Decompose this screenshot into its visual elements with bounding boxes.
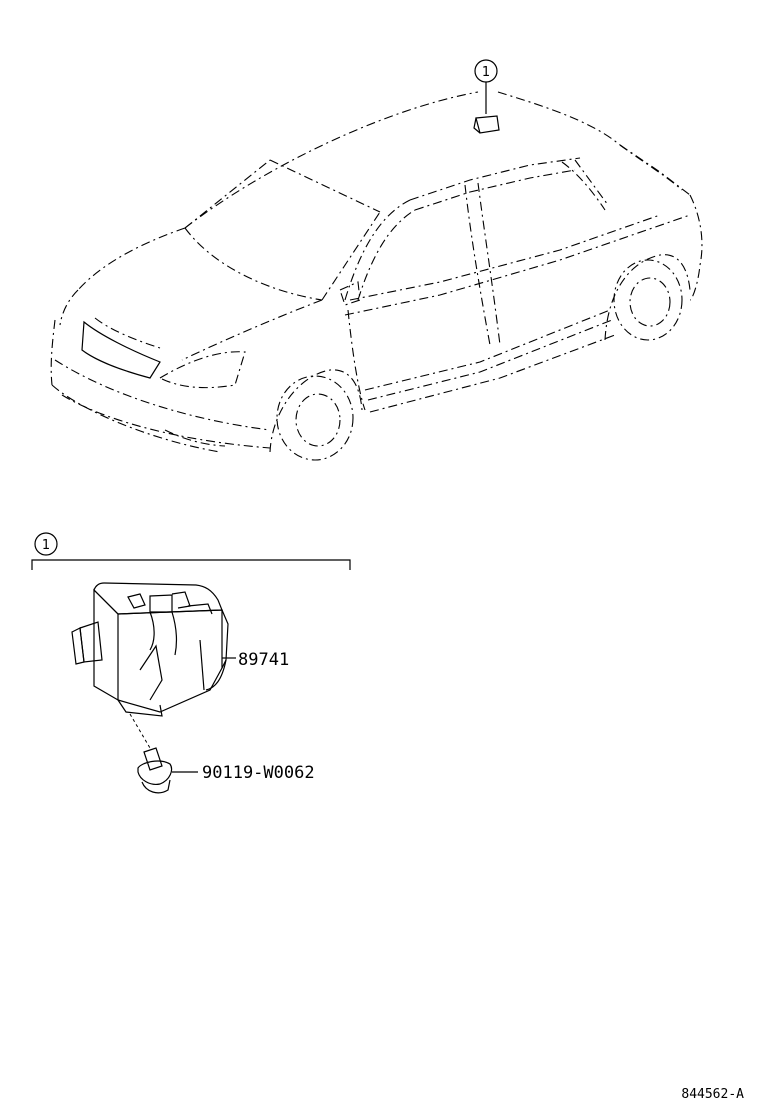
detail-group [32, 533, 350, 570]
callout-number: 1 [481, 65, 491, 80]
relay-unit-drawing [72, 583, 236, 748]
vehicle-outline [51, 82, 702, 460]
group-bracket [32, 560, 350, 570]
bolt-drawing [138, 748, 198, 793]
diagram-reference-id: 844562-A [681, 1087, 744, 1102]
relay-part-number-label: 89741 [238, 650, 290, 670]
vehicle-location-callout [475, 60, 497, 82]
group-callout-number: 1 [41, 538, 51, 553]
bolt-part-number-label: 90119-W0062 [202, 763, 315, 783]
